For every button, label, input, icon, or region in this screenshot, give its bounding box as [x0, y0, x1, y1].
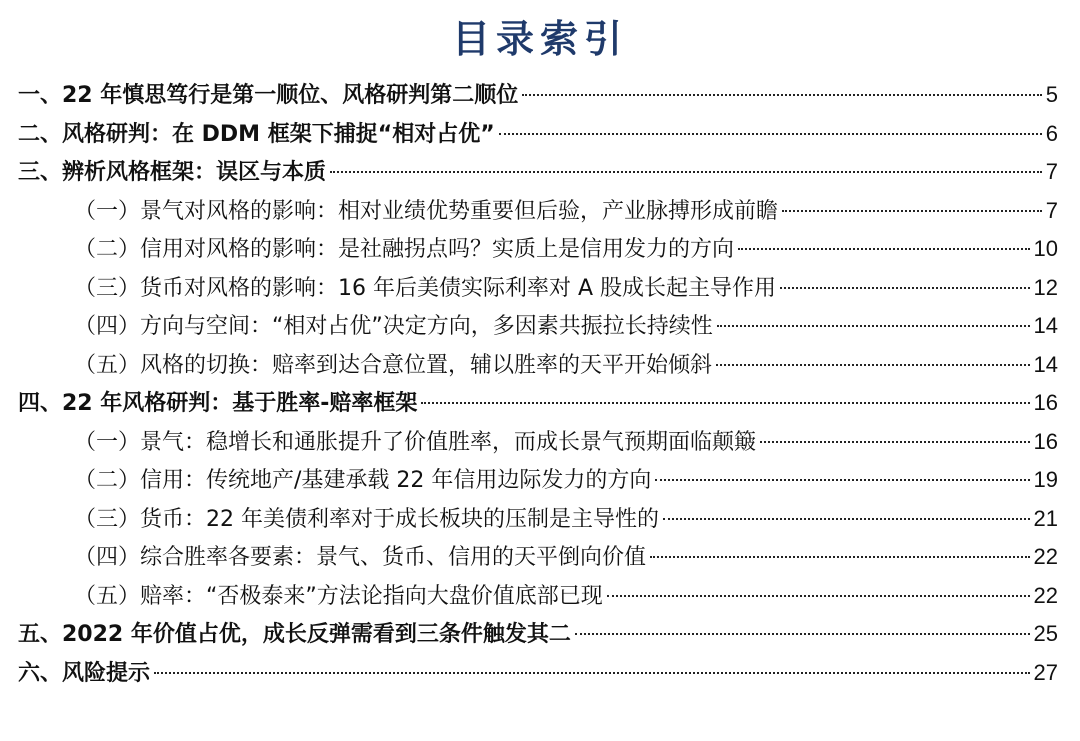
- dot-leader: [780, 287, 1029, 289]
- toc-page-number: 14: [1033, 351, 1058, 377]
- toc-entry-title: （四）方向与空间：“相对占优”决定方向，多因素共振拉长持续性: [74, 314, 713, 339]
- toc-page-number: 7: [1045, 159, 1058, 184]
- dot-leader: [421, 402, 1029, 404]
- toc-entry-title: （一）景气：稳增长和通胀提升了价值胜率，而成长景气预期面临颠簸: [74, 429, 757, 455]
- dot-leader: [760, 441, 1030, 443]
- dot-leader: [607, 595, 1030, 597]
- toc-subsection-entry[interactable]: [0, 500, 1080, 539]
- toc-page-number: 27: [1033, 659, 1058, 685]
- toc-page-number: 22: [1033, 544, 1058, 569]
- toc-entry-title: （三）货币对风格的影响：16 年后美债实际利率对 A 股成长起主导作用: [74, 275, 777, 301]
- toc-subsection-entry[interactable]: [0, 307, 1080, 346]
- toc-page-number: 12: [1033, 274, 1058, 300]
- toc-page-number: 6: [1045, 120, 1058, 146]
- toc-page-number: 10: [1033, 236, 1058, 261]
- page-title: 目录索引: [451, 16, 628, 61]
- toc-entry-title: 五、2022 年价值占优，成长反弹需看到三条件触发其二: [18, 622, 571, 647]
- dot-leader: [716, 364, 1030, 366]
- toc-entry-title: （四）综合胜率各要素：景气、货币、信用的天平倒向价值: [74, 545, 647, 570]
- toc-section-entry[interactable]: [0, 115, 1080, 154]
- toc-page-number: 16: [1033, 390, 1058, 415]
- toc-subsection-entry[interactable]: [0, 538, 1080, 577]
- toc-page-number: 22: [1033, 582, 1058, 608]
- dot-leader: [655, 479, 1029, 481]
- toc-section-entry[interactable]: [0, 384, 1080, 423]
- dot-leader: [575, 633, 1030, 635]
- toc-page-number: 7: [1045, 197, 1058, 223]
- toc-entry-title: 四、22 年风格研判：基于胜率-赔率框架: [18, 391, 418, 416]
- dot-leader: [154, 672, 1030, 674]
- dot-leader: [717, 325, 1030, 327]
- toc-entry-title: （三）货币：22 年美债利率对于成长板块的压制是主导性的: [74, 506, 659, 532]
- dot-leader: [330, 171, 1042, 173]
- toc-page-number: 14: [1033, 313, 1058, 338]
- toc-subsection-entry[interactable]: [0, 461, 1080, 500]
- toc-entry-title: 二、风格研判：在 DDM 框架下捕捉“相对占优”: [18, 121, 495, 147]
- toc-entry-title: 三、辨析风格框架：误区与本质: [18, 160, 327, 185]
- table-of-contents: [0, 76, 1080, 692]
- dot-leader: [782, 210, 1042, 212]
- dot-leader: [738, 248, 1030, 250]
- dot-leader: [663, 518, 1030, 520]
- toc-subsection-entry[interactable]: [0, 577, 1080, 616]
- toc-page-number: 21: [1033, 505, 1058, 531]
- toc-subsection-entry[interactable]: [0, 423, 1080, 462]
- toc-entry-title: （五）赔率：“否极泰来”方法论指向大盘价值底部已现: [74, 583, 603, 609]
- toc-page-number: 25: [1033, 621, 1058, 646]
- toc-page-number: 19: [1033, 467, 1058, 492]
- toc-section-entry[interactable]: [0, 76, 1080, 115]
- toc-entry-title: 一、22 年慎思笃行是第一顺位、风格研判第二顺位: [18, 83, 519, 108]
- dot-leader: [522, 94, 1041, 96]
- toc-page-number: 16: [1033, 428, 1058, 454]
- dot-leader: [499, 133, 1042, 135]
- toc-subsection-entry[interactable]: [0, 192, 1080, 231]
- toc-entry-title: （二）信用对风格的影响：是社融拐点吗？实质上是信用发力的方向: [74, 237, 735, 262]
- toc-section-entry[interactable]: [0, 615, 1080, 654]
- toc-entry-title: （二）信用：传统地产/基建承载 22 年信用边际发力的方向: [74, 468, 652, 493]
- toc-subsection-entry[interactable]: [0, 346, 1080, 385]
- toc-section-entry[interactable]: [0, 153, 1080, 192]
- toc-entry-title: （一）景气对风格的影响：相对业绩优势重要但后验，产业脉搏形成前瞻: [74, 198, 779, 224]
- toc-entry-title: 六、风险提示: [18, 660, 151, 686]
- toc-subsection-entry[interactable]: [0, 230, 1080, 269]
- toc-entry-title: （五）风格的切换：赔率到达合意位置，辅以胜率的天平开始倾斜: [74, 352, 713, 378]
- dot-leader: [650, 556, 1030, 558]
- toc-subsection-entry[interactable]: [0, 269, 1080, 308]
- toc-page-number: 5: [1045, 82, 1058, 107]
- toc-section-entry[interactable]: [0, 654, 1080, 693]
